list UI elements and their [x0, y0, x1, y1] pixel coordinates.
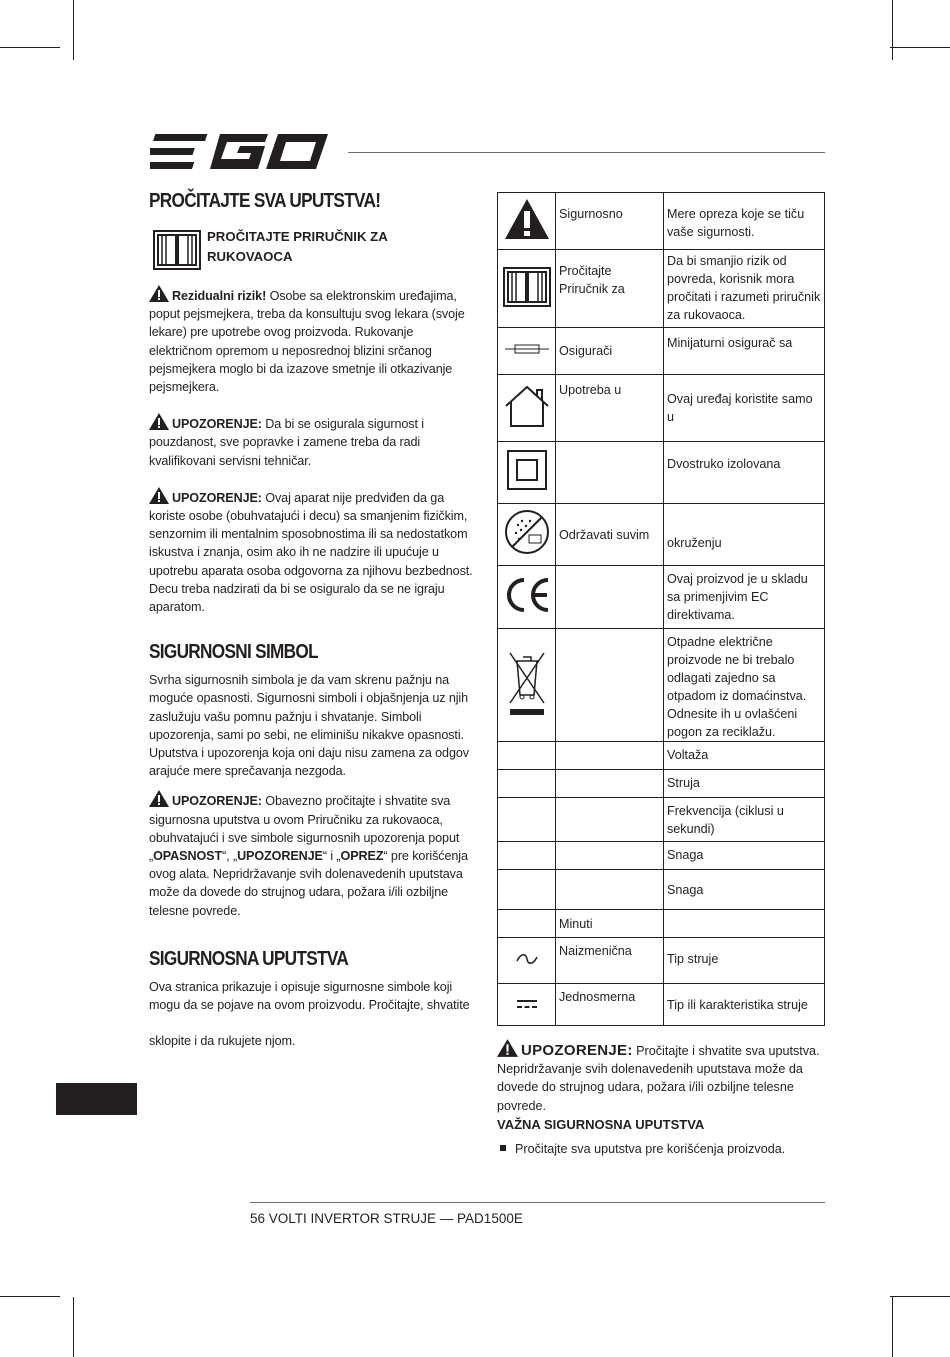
manual-line-1: PROČITAJTE PRIRUČNIK ZA: [207, 229, 388, 244]
table-cell-name: Naizmenična: [556, 938, 664, 984]
bullet-item: [497, 1142, 785, 1156]
warning-word: UPOZORENJE: [237, 849, 323, 864]
warning-triangle-icon: [149, 790, 169, 807]
table-cell-icon: [498, 328, 556, 375]
table-row: [498, 504, 825, 566]
table-cell-name: Jednosmerna: [556, 984, 664, 1026]
table-row: [498, 629, 825, 742]
table-row: [498, 742, 825, 770]
table-cell-icon: [498, 250, 556, 328]
table-cell-icon: [498, 798, 556, 842]
table-cell-icon: [498, 629, 556, 742]
table-cell-name: Upotreba u: [556, 375, 664, 442]
table-cell-name: [556, 742, 664, 770]
warning-triangle-icon: [149, 487, 169, 504]
table-cell-name: [556, 870, 664, 910]
read-manual-row: [153, 227, 479, 271]
table-cell-icon: [498, 193, 556, 250]
crop-mark: [892, 0, 893, 60]
table-cell-name: Pročitajte Priručnik za: [556, 250, 664, 328]
right-warning-text-b: Nepridržavanje svih dolenavedenih uputstava može da dovede do strujnog udara, požara i/ili ozbiljne telesne povrede.: [497, 1062, 803, 1113]
table-row: [498, 798, 825, 842]
warning-persons-text: Ovaj aparat nije predviđen da ga koriste osobe (obuhvatajući i decu) sa smanjenim fizičkim, senzornim ili mentalnim sposobnostima ili sa nedostatkom iskustva i znanja, osim ako ih ne nadzire ili upućuje u upotrebu aparata osoba odgovorna za njihovu bezbednost. Decu treba nadzirati da bi se osiguralo da se ne igraju aparatom.: [149, 490, 473, 615]
table-cell-name: [556, 798, 664, 842]
crop-mark: [0, 1296, 60, 1297]
table-cell-desc: Tip struje: [664, 938, 825, 984]
table-cell-name: Minuti: [556, 910, 664, 938]
quote-separator: “ i „: [322, 849, 341, 864]
residual-risk-paragraph: [149, 285, 479, 396]
table-row: [498, 870, 825, 910]
safety-symbol-title: SIGURNOSNI SIMBOL: [149, 641, 318, 664]
warning-triangle-icon: [497, 1039, 518, 1057]
table-row: [498, 984, 825, 1026]
table-cell-icon: [498, 910, 556, 938]
crop-mark: [890, 47, 950, 48]
ce-mark-icon: [503, 576, 551, 614]
crop-mark: [890, 1296, 950, 1297]
table-cell-desc: Voltaža: [664, 742, 825, 770]
read-instructions-title: PROČITAJTE SVA UPUTSTVA!: [149, 190, 381, 212]
safety-instructions-text-2: sklopite i da rukujete njom.: [149, 1034, 296, 1049]
residual-risk-text: Osobe sa elektronskim uređajima, poput pejsmejkera, treba da konsultuju svog lekara (svoje lekare) pre upotrebe ovog proizvoda. Rukovanje električnom opremom u neposrednoj blizini srčanog pejsmejkera moglo bi da izazove smetnje ili otkazivanje pejsmejkera.: [149, 289, 465, 395]
crop-mark: [892, 1297, 893, 1357]
bullet-text: Pročitajte sva uputstva pre korišćenja proizvoda.: [515, 1142, 786, 1156]
table-cell-desc: Minijaturni osigurač sa: [664, 328, 825, 375]
table-cell-name: [556, 629, 664, 742]
table-cell-icon: [498, 742, 556, 770]
table-cell-icon: [498, 375, 556, 442]
table-row: [498, 250, 825, 328]
table-row: [498, 842, 825, 870]
double-insulation-icon: [507, 450, 547, 490]
table-cell-desc: Dvostruko izolovana: [664, 442, 825, 504]
table-row: [498, 193, 825, 250]
ac-icon: [516, 953, 538, 965]
safety-symbol-text: Svrha sigurnosnih simbola je da vam skrenu pažnju na moguće opasnosti. Sigurnosni simboli i objašnjenja uz njih zaslužuju vašu pomnu pažnju i shvatanje. Simboli upozorenja, sami po sebi, ne eliminišu nikakve opasnosti. Uputstva i upozorenja koja oni daju nisu zamena za odgov arajuće mere sprečavanja nezgoda.: [149, 673, 469, 779]
left-column: [149, 190, 479, 1051]
table-cell-icon: [498, 770, 556, 798]
table-cell-icon: [498, 938, 556, 984]
table-row: [498, 328, 825, 375]
table-cell-desc: Ovaj proizvod je u skladu sa primenjivim EC direktivama.: [664, 566, 825, 629]
table-cell-desc: Frekvencija (ciklusi u sekundi): [664, 798, 825, 842]
crop-mark: [0, 47, 60, 48]
crop-mark: [73, 0, 74, 60]
table-row: [498, 442, 825, 504]
quote-separator: “, „: [222, 849, 238, 864]
table-cell-name: [556, 566, 664, 629]
book-icon: [503, 264, 551, 308]
table-cell-name: [556, 842, 664, 870]
residual-risk-label: Rezidualni rizik!: [172, 289, 267, 303]
important-safety-title: VAŽNA SIGURNOSNA UPUTSTVA: [497, 1117, 705, 1132]
table-cell-name: [556, 442, 664, 504]
table-cell-desc: [664, 910, 825, 938]
header-rule: [348, 152, 825, 153]
table-cell-desc: Da bi smanjio rizik od povreda, korisnik mora pročitati i razumeti priručnik za rukovaoca.: [664, 250, 825, 328]
dc-icon: [516, 999, 538, 1009]
table-row: [498, 375, 825, 442]
right-warning-text-a: Pročitajte i shvatite sva uputstva.: [632, 1044, 820, 1058]
no-rain-icon: [504, 509, 550, 555]
house-icon: [503, 384, 551, 428]
manual-line-2: RUKOVAOCA: [207, 248, 293, 264]
table-cell-name: Osigurači: [556, 328, 664, 375]
table-cell-desc: Otpadne električne proizvode ne bi trebalo odlagati zajedno sa otpadom iz domaćinstva. Odnesite ih u ovlašćeni pogon za reciklažu.: [664, 629, 825, 742]
right-warning-block: [497, 1039, 827, 1115]
table-cell-desc: Tip ili karakteristika struje: [664, 984, 825, 1026]
warning-read-paragraph: [149, 790, 479, 919]
table-cell-icon: [498, 566, 556, 629]
table-cell-icon: [498, 842, 556, 870]
table-row: [498, 938, 825, 984]
warning-triangle-icon: [149, 413, 169, 430]
safety-instructions-text: Ova stranica prikazuje i opisuje sigurnosne simbole koji mogu da se pojave na ovom proizvodu. Pročitajte, shvatite: [149, 979, 470, 1013]
caution-word: OPREZ: [340, 849, 384, 864]
warning-label: UPOZORENJE:: [172, 794, 262, 809]
warning-triangle-icon: [504, 198, 550, 240]
safety-instructions-title: SIGURNOSNA UPUTSTVA: [149, 947, 349, 970]
warning-label: UPOZORENJE:: [172, 417, 262, 432]
table-row: [498, 910, 825, 938]
book-icon: [153, 227, 201, 271]
warning-read-text-b: “ pre korišćenja ovog alata. Nepridržavanje svih dolenavedenih uputstava može da dovede do strujnog udara, požara i/ili ozbiljne telesne povrede.: [149, 849, 468, 918]
footer-rule: [250, 1202, 825, 1203]
danger-word: OPASNOST: [153, 849, 223, 864]
symbol-table: [497, 192, 825, 1026]
weee-bin-icon: [508, 649, 546, 717]
table-cell-name: Održavati suvim: [556, 504, 664, 566]
table-cell-icon: [498, 442, 556, 504]
table-cell-icon: [498, 870, 556, 910]
ego-logo: [150, 132, 330, 172]
table-cell-desc: Struja: [664, 770, 825, 798]
warning-label: UPOZORENJE:: [521, 1042, 633, 1059]
table-cell-desc: okruženju: [664, 504, 825, 566]
page-footer: 56 VOLTI INVERTOR STRUJE — PAD1500E: [250, 1211, 523, 1226]
warning-read-text-a: Obavezno pročitajte i shvatite sva sigurnosna uputstva u ovom Priručniku za rukovaoca, obuhvatajući i sve simbole sigurnosnih upozorenja poput „: [149, 794, 460, 864]
warning-triangle-icon: [149, 285, 169, 302]
table-cell-desc: Snaga: [664, 842, 825, 870]
warning-repairs-text: Da bi se osigurala sigurnost i pouzdanost, sve popravke i zamene treba da radi kvalifikovani servisni tehničar.: [149, 417, 424, 468]
table-cell-desc: Snaga: [664, 870, 825, 910]
fuse-icon: [505, 343, 549, 355]
table-cell-icon: [498, 984, 556, 1026]
bullet-square-icon: [500, 1145, 506, 1151]
table-cell-desc: Mere opreza koje se tiču vaše sigurnosti.: [664, 193, 825, 250]
table-row: [498, 770, 825, 798]
language-side-tab: [56, 1083, 137, 1115]
table-cell-name: [556, 770, 664, 798]
warning-repairs-paragraph: [149, 413, 479, 470]
table-row: [498, 566, 825, 629]
warning-persons-paragraph: [149, 487, 479, 616]
crop-mark: [73, 1297, 74, 1357]
warning-label: UPOZORENJE:: [172, 490, 262, 505]
table-cell-name: Sigurnosno: [556, 193, 664, 250]
table-cell-icon: [498, 504, 556, 566]
table-cell-desc: Ovaj uređaj koristite samo u: [664, 375, 825, 442]
